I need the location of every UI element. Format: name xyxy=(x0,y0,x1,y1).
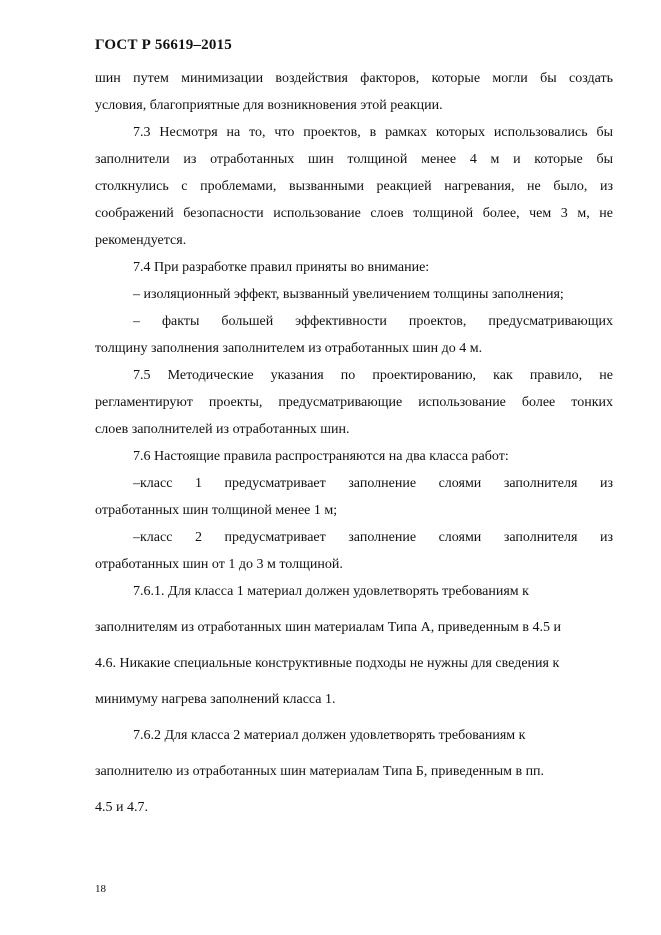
text-line: столкнулись с проблемами, вызванными реакцией нагревания, не было, из xyxy=(95,179,613,194)
text-line: – изоляционный эффект, вызванный увеличением толщины заполнения; xyxy=(133,287,564,302)
text-line: условия, благоприятные для возникновения этой реакции. xyxy=(95,98,443,113)
text-line: 7.6.1. Для класса 1 материал должен удовлетворять требованиям к xyxy=(133,584,529,599)
text-line: 7.5 Методические указания по проектированию, как правило, не xyxy=(133,368,613,383)
text-line: слоев заполнителей из отработанных шин. xyxy=(95,422,350,437)
text-line: рекомендуется. xyxy=(95,233,187,248)
text-line: отработанных шин толщиной менее 1 м; xyxy=(95,503,338,518)
text-line: 4.6. Никакие специальные конструктивные подходы не нужны для сведения к xyxy=(95,656,560,671)
text-line: 7.6.2 Для класса 2 материал должен удовлетворять требованиям к xyxy=(133,728,526,743)
text-line: толщину заполнения заполнителем из отработанных шин до 4 м. xyxy=(95,341,483,356)
text-line: – факты большей эффективности проектов, предусматривающих xyxy=(133,314,613,329)
text-line: 7.4 При разработке правил приняты во внимание: xyxy=(133,260,430,275)
text-line: шин путем минимизации воздействия факторов, которые могли бы создать xyxy=(95,71,613,86)
text-line: –класс 1 предусматривает заполнение слоями заполнителя из xyxy=(133,476,613,491)
text-line: 7.3 Несмотря на то, что проектов, в рамках которых использовались бы xyxy=(133,125,613,140)
text-line: минимуму нагрева заполнений класса 1. xyxy=(95,692,336,707)
text-line: заполнители из отработанных шин толщиной менее 4 м и которые бы xyxy=(95,152,613,167)
text-line: 7.6 Настоящие правила распространяются на два класса работ: xyxy=(133,449,509,464)
text-line: –класс 2 предусматривает заполнение слоями заполнителя из xyxy=(133,530,613,545)
text-line: 4.5 и 4.7. xyxy=(95,800,148,815)
page-number: 18 xyxy=(95,883,106,895)
document-header: ГОСТ Р 56619–2015 xyxy=(95,37,232,53)
text-line: отработанных шин от 1 до 3 м толщиной. xyxy=(95,557,343,572)
text-line: заполнителям из отработанных шин материалам Типа А, приведенным в 4.5 и xyxy=(95,620,561,635)
text-line: регламентируют проекты, предусматривающие использование более тонких xyxy=(95,395,613,410)
text-line: соображений безопасности использование слоев толщиной более, чем 3 м, не xyxy=(95,206,613,221)
text-line: заполнителю из отработанных шин материалам Типа Б, приведенным в пп. xyxy=(95,764,545,779)
